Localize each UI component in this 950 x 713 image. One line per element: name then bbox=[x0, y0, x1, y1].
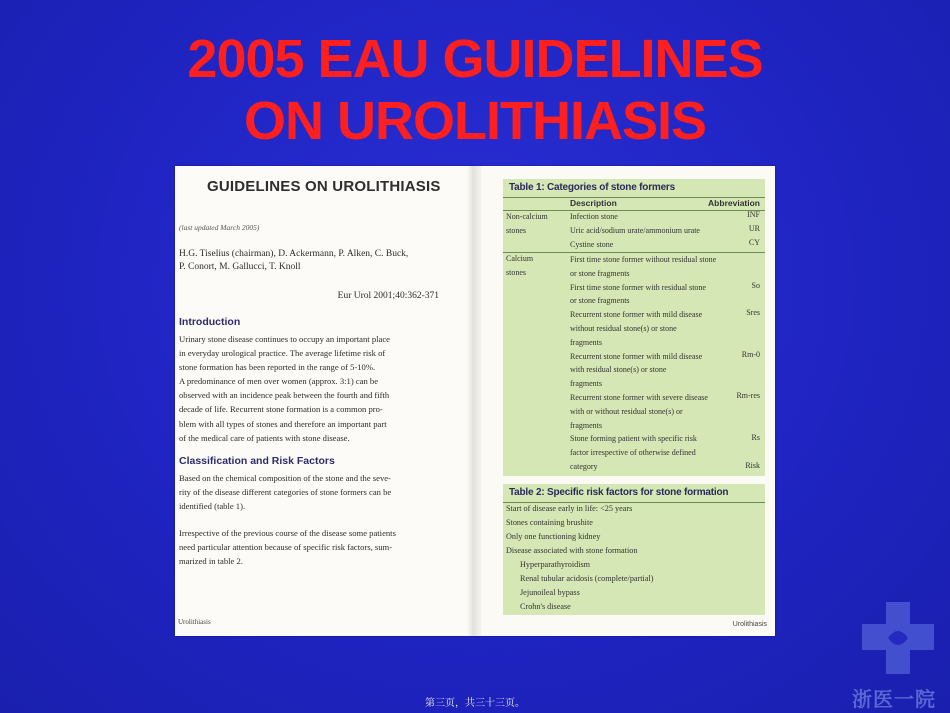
table1-title: Table 1: Categories of stone formers bbox=[509, 182, 675, 193]
hospital-watermark-text: 浙医一院 bbox=[852, 687, 936, 711]
page-footer-right: Urolithiasis bbox=[732, 621, 767, 628]
table-row: Uric acid/sodium urate/ammonium urate bbox=[570, 226, 700, 235]
category-noncalcium bbox=[506, 210, 566, 238]
text-line: observed with an incidence peak between the fourth and fifth bbox=[179, 390, 390, 401]
table-abbr: Rm-0 bbox=[741, 350, 760, 359]
text-line: without residual stone(s) or stone bbox=[570, 323, 677, 333]
citation: Eur Urol 2001;40:362-371 bbox=[337, 291, 439, 301]
text-line: decade of life. Recurrent stone formation is a common pro- bbox=[179, 404, 383, 415]
calcium-descriptions bbox=[570, 253, 742, 474]
text-line: fragments bbox=[570, 379, 602, 389]
text-line: of the medical care of patients with stone disease. bbox=[179, 432, 350, 443]
right-page bbox=[481, 166, 775, 636]
list-item: Stones containing brushite bbox=[506, 518, 593, 527]
text-line: First time stone former with residual stone bbox=[570, 282, 706, 292]
table-row: Cystine stone bbox=[570, 240, 614, 249]
author-line: P. Conort, M. Gallucci, T. Knoll bbox=[179, 262, 301, 272]
table-row: Infection stone bbox=[570, 212, 618, 221]
table-specific-risk-factors bbox=[503, 484, 765, 615]
intro-paragraph bbox=[179, 332, 441, 445]
table-abbr: INF bbox=[747, 210, 760, 219]
book-gutter bbox=[467, 166, 481, 636]
text-line: A predominance of men over women (approx. 3:1) can be bbox=[179, 376, 379, 387]
text-line: need particular attention because of specific risk factors, sum- bbox=[179, 542, 393, 553]
text-line: Based on the chemical composition of the stone and the seve- bbox=[179, 473, 391, 483]
text-line: with or without residual stone(s) or bbox=[570, 406, 683, 416]
table-abbr: CY bbox=[748, 238, 760, 247]
text-line: marized in table 2. bbox=[179, 556, 243, 567]
category-label: stones bbox=[506, 226, 526, 235]
author-list bbox=[179, 248, 449, 274]
slide-title-line-2: ON UROLITHIASIS bbox=[243, 91, 706, 151]
classification-heading: Classification and Risk Factors bbox=[179, 455, 335, 467]
page-footer-left: Urolithiasis bbox=[178, 618, 211, 626]
text-line: blem with all types of stones and therefore an important part bbox=[179, 418, 387, 429]
text-line: Urinary stone disease continues to occupy an important place bbox=[179, 334, 390, 344]
text-line: or stone fragments bbox=[570, 268, 630, 278]
table-abbr: So bbox=[751, 281, 760, 290]
table2-title: Table 2: Specific risk factors for stone formation bbox=[509, 487, 729, 498]
category-calcium bbox=[506, 252, 566, 280]
hospital-cross-logo-icon bbox=[858, 598, 938, 678]
text-line: or stone fragments bbox=[570, 296, 630, 306]
risk-paragraph bbox=[179, 526, 441, 568]
slide-title-line-1: 2005 EAU GUIDELINES bbox=[187, 29, 763, 89]
text-line: Irrespective of the previous course of the disease some patients bbox=[179, 528, 396, 538]
text-line: Recurrent stone former with severe disease bbox=[570, 392, 708, 402]
category-label: Non-calcium bbox=[506, 212, 548, 221]
list-item: Only one functioning kidney bbox=[506, 532, 601, 541]
text-line: factor irrespective of otherwise defined bbox=[570, 448, 696, 458]
category-label: Calcium bbox=[506, 254, 534, 263]
text-line: rity of the disease different categories of stone formers can be bbox=[179, 487, 392, 498]
list-item: Disease associated with stone formation bbox=[506, 546, 638, 555]
text-line: Stone forming patient with specific risk bbox=[570, 434, 697, 444]
table-abbr: Rm-res bbox=[736, 391, 760, 400]
risk-factor-list bbox=[506, 502, 637, 558]
text-line: Recurrent stone former with mild disease bbox=[570, 351, 703, 361]
table-abbr: Sres bbox=[746, 308, 760, 317]
col-abbreviation: Abbreviation bbox=[708, 198, 760, 208]
text-line: stone formation has been reported in the range of 5-10%. bbox=[179, 362, 376, 373]
text-line: Recurrent stone former with mild disease bbox=[570, 310, 703, 320]
intro-heading: Introduction bbox=[179, 316, 241, 328]
risk-factor-sublist bbox=[520, 558, 653, 614]
page-number: 第三页，共三十三页。 bbox=[425, 698, 525, 709]
table-abbr: Risk bbox=[745, 461, 760, 470]
left-page bbox=[175, 166, 467, 636]
text-line: in everyday urological practice. The average lifetime risk of bbox=[179, 348, 386, 359]
text-line: fragments bbox=[570, 337, 602, 347]
text-line: category bbox=[570, 461, 598, 471]
list-item: Renal tubular acidosis (complete/partial) bbox=[520, 574, 654, 583]
table-categories-of-stone-formers bbox=[503, 179, 765, 476]
last-updated-note: (last updated March 2005) bbox=[179, 223, 260, 232]
slide-title bbox=[0, 28, 950, 152]
list-item: Crohn's disease bbox=[520, 602, 571, 611]
table-abbr: UR bbox=[748, 224, 760, 233]
text-line: fragments bbox=[570, 420, 602, 430]
text-line: identified (table 1). bbox=[179, 501, 246, 512]
text-line: with residual stone(s) or stone bbox=[570, 365, 667, 375]
author-line: H.G. Tiselius (chairman), D. Ackermann, P. Alken, C. Buck, bbox=[179, 249, 409, 259]
classification-paragraph bbox=[179, 471, 441, 513]
category-label: stones bbox=[506, 268, 526, 277]
table-abbr: Rs bbox=[751, 433, 760, 442]
scanned-document bbox=[175, 166, 775, 636]
list-item: Jejunoileal bypass bbox=[520, 588, 580, 597]
text-line: First time stone former without residual stone bbox=[570, 255, 717, 264]
list-item: Start of disease early in life: <25 years bbox=[506, 504, 633, 513]
document-title: GUIDELINES ON UROLITHIASIS bbox=[207, 178, 441, 195]
list-item: Hyperparathyroidism bbox=[520, 560, 591, 569]
col-description: Description bbox=[570, 198, 617, 208]
